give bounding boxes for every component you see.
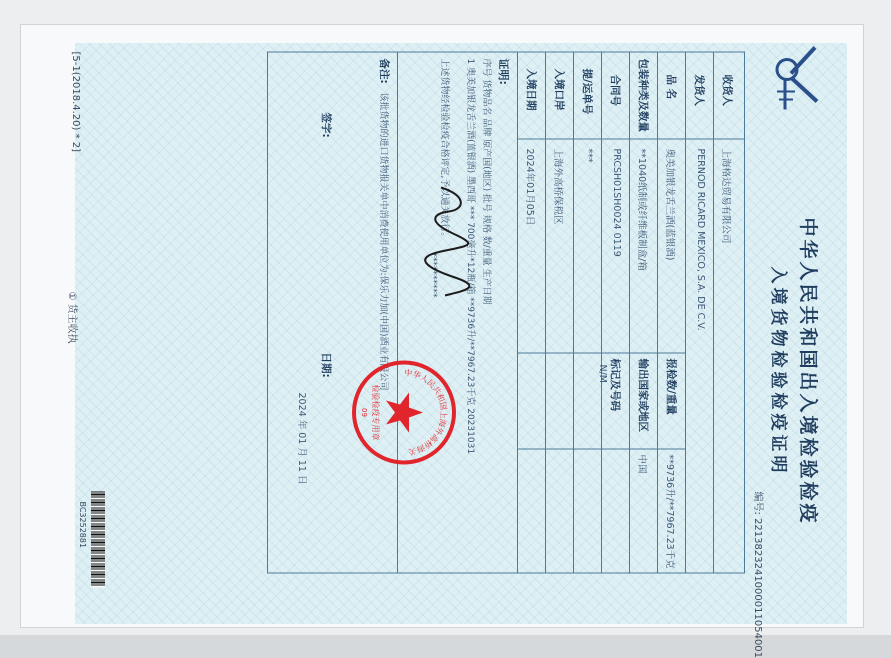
- consignee-label: 收货人: [720, 75, 735, 107]
- port-label: 入境口岸: [552, 69, 567, 111]
- title-line1: 中华人民共和国出入境检验检疫: [796, 142, 823, 602]
- contract-label: 合同号: [608, 75, 623, 107]
- rotated-certificate: [59, 22, 831, 603]
- official-red-seal: [351, 360, 457, 466]
- seal-graphic: [351, 360, 457, 466]
- certificate-table: [267, 52, 745, 574]
- col-divider: [518, 139, 744, 140]
- certificate-number: 编号: 2213823241000011054001: [752, 492, 767, 658]
- row-divider: [657, 53, 658, 573]
- marks-label: 标记及号码: [608, 359, 623, 412]
- package-label: 包装种类及数量: [636, 59, 651, 133]
- row-divider: [517, 53, 518, 573]
- product-label: 品 名: [664, 75, 679, 100]
- row-divider: [601, 53, 602, 573]
- date-label: 入境日期: [524, 69, 539, 111]
- notes-header: 序号 货物品名 品牌 原产国(地区) 批号 规格 数/重量 生产日期: [481, 59, 494, 305]
- bl-value: ***: [583, 149, 594, 163]
- package-value: **1040纸制或纤维板制盒/箱: [636, 149, 650, 271]
- bl-label: 提/运单号: [580, 69, 595, 115]
- row-divider: [397, 53, 398, 573]
- ciq-emblem-icon: [765, 40, 825, 114]
- cert-no-label: 编号: [752, 492, 763, 512]
- date-value: 2024年01月05日: [524, 149, 538, 226]
- consignor-value: PERNOD RICARD MEXICO, S.A. DE C.V.: [695, 149, 706, 331]
- seal-sub-text: 检验检疫专用章: [371, 385, 381, 441]
- notes-row-1: 1 奥美加银龙舌兰酒(蓝银酒) 墨西哥 *** 700毫升*12瓶/箱 **9736升/**7967.23千克 20231031: [465, 59, 478, 455]
- barcode-text: BC3252881: [78, 502, 87, 549]
- row-divider: [545, 53, 546, 573]
- col-divider: [518, 449, 686, 450]
- col-divider: [518, 353, 686, 354]
- handwritten-signature: [421, 182, 471, 302]
- notes-statement: 上述货物经检验检疫合格评定,予以通关放行。: [439, 59, 452, 242]
- copy-label: ① 货主收执: [66, 292, 81, 344]
- origin-label: 输出国家或地区: [636, 359, 651, 433]
- quantity-label: 报检数/重量: [664, 359, 679, 415]
- sign-date-label: 日期:: [319, 353, 334, 378]
- seal-arc-text: 中华人民共和国上海外高桥海关: [404, 367, 449, 457]
- form-code: [5-1(2018.4.20) * 2]: [70, 52, 81, 153]
- row-divider: [713, 53, 714, 573]
- quantity-value: **9736升/**7967.23千克: [664, 455, 678, 569]
- title-line2: 入境货物检验检疫证明: [768, 142, 793, 602]
- product-value: 奥美加银龙舌兰酒(蓝银酒): [664, 149, 678, 261]
- cert-no-value: 2213823241000011054001: [752, 518, 763, 658]
- notes-stars: **********: [428, 253, 438, 298]
- remark-label: 备注:: [377, 59, 392, 84]
- origin-value: 中国: [636, 455, 650, 474]
- marks-value: N/M: [597, 365, 608, 384]
- row-divider: [573, 53, 574, 573]
- sign-date-value: 2024 年 01 月 11 日: [296, 393, 310, 485]
- notes-title: 证明:: [496, 59, 512, 85]
- contract-value: PRCSH01SH0024 0119: [611, 149, 622, 257]
- consignee-value: 上海格达贸易有限公司: [720, 149, 734, 244]
- port-value: 上海外高桥保税区: [552, 149, 566, 225]
- row-divider: [685, 53, 686, 573]
- barcode: [91, 492, 105, 588]
- remark-value: 该批货物的进口货物报关单中消费使用单位为:保乐力加(中国)酒业有限公司: [378, 93, 391, 391]
- seal-number: 09: [360, 408, 368, 417]
- consignor-label: 发货人: [692, 75, 707, 107]
- row-divider: [629, 53, 630, 573]
- signature-label: 签字:: [319, 113, 334, 138]
